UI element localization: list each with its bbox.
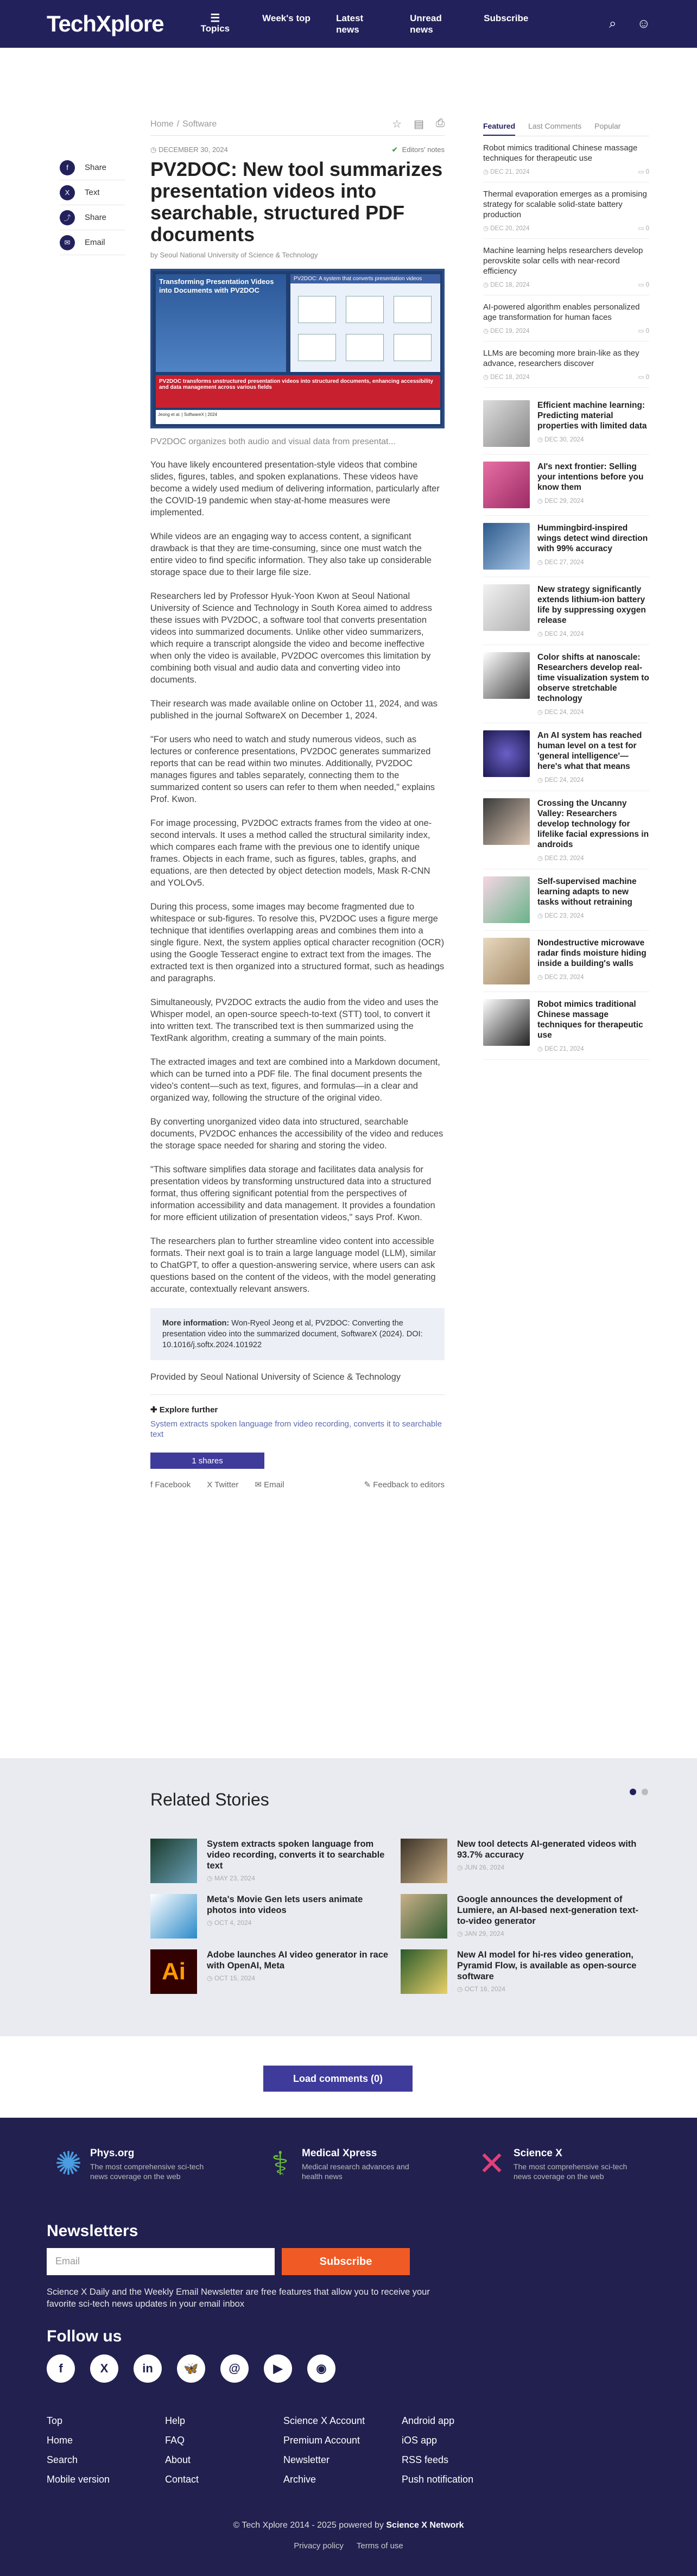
search-icon[interactable]: ⌕ bbox=[609, 16, 617, 31]
sidebar-story[interactable]: Hummingbird-inspired wings detect wind direction with 99% accuracy ◷ DEC 27, 2024 bbox=[483, 516, 649, 577]
article-title: PV2DOC: New tool summarizes presentation videos into searchable, structured PDF documents bbox=[150, 158, 443, 245]
sidebar-story[interactable]: Self-supervised machine learning adapts to new tasks without retraining ◷ DEC 23, 2024 bbox=[483, 869, 649, 931]
sidebar-story[interactable]: Nondestructive microwave radar finds moisture hiding inside a building's walls ◷ DEC 23, 2024 bbox=[483, 931, 649, 992]
share-icon: ⤴ bbox=[60, 210, 75, 225]
related-story[interactable]: Ai Adobe launches AI video generator in race with OpenAI, Meta ◷ OCT 15, 2024 bbox=[150, 1949, 389, 1994]
newsletter-note: Science X Daily and the Weekly Email Newsletter are free features that allow you to receive your favorite sci-tech news updates in your email inbox bbox=[47, 2287, 430, 2309]
carousel-dots[interactable] bbox=[630, 1789, 648, 1795]
footer-link[interactable]: Newsletter bbox=[283, 2454, 330, 2465]
pdf-icon[interactable]: ▤ bbox=[414, 118, 424, 130]
breadcrumb: Home / Software ☆ ▤ ⎙ bbox=[150, 117, 445, 136]
facebook-icon: f bbox=[60, 160, 75, 175]
sidebar-story[interactable]: Efficient machine learning: Predicting material properties with limited data ◷ DEC 30, 2024 bbox=[483, 393, 649, 454]
story-thumbnail bbox=[401, 1839, 447, 1883]
youtube-icon[interactable]: ▶ bbox=[264, 2354, 292, 2383]
breadcrumb-home[interactable]: Home bbox=[150, 119, 174, 129]
email-input[interactable]: Email bbox=[47, 2248, 275, 2275]
story-thumbnail bbox=[150, 1894, 197, 1939]
paragraph: By converting unorganized video data into structured, searchable documents, PV2DOC enhances the accessibility of the video and reduces the storage space needed for sharing and storing the video. bbox=[150, 1117, 443, 1151]
share-twitter-button[interactable]: X Twitter bbox=[207, 1480, 239, 1489]
paragraph: Researchers led by Professor Hyuk-Yoon Kwon at Seoul National University of Science and Technology in South Korea aimed to address these issues with PV2DOC, a software tool that converts presentation videos into summarized documents. Unlike other video summarizers, which require a transcript alongside the video and become ineffective when only the video is available, PV2DOC overcomes this limitation by combining both visual and audio data and converting video into documents. bbox=[150, 591, 432, 685]
story-thumbnail bbox=[483, 400, 530, 447]
sciencex-icon: ✕ bbox=[478, 2145, 506, 2182]
share-facebook[interactable]: f Share bbox=[60, 155, 125, 180]
story-thumbnail bbox=[401, 1894, 447, 1939]
terms-of-use-link[interactable]: Terms of use bbox=[356, 2541, 403, 2550]
related-story[interactable]: Meta's Movie Gen lets users animate photos into videos ◷ OCT 4, 2024 bbox=[150, 1894, 389, 1939]
article-body bbox=[150, 459, 445, 1295]
comment-count: ▭ 0 bbox=[638, 282, 649, 288]
related-heading: Related Stories bbox=[150, 1790, 269, 1809]
paragraph: The researchers plan to further streamline video content into accessible formats. Their next goal is to train a large language model (LLM), similar to ChatGPT, to offer a question-answering service, where users can ask questions based on the content of the videos, with the model generating accurate, contextually relevant answers. bbox=[150, 1236, 436, 1294]
article-date: ◷ DECEMBER 30, 2024 bbox=[150, 146, 228, 154]
tab-popular[interactable]: Popular bbox=[594, 122, 621, 130]
nav-weeks-top[interactable]: Week's top bbox=[262, 13, 311, 23]
featured-item[interactable]: Thermal evaporation emerges as a promising strategy for scalable solid-state battery production ◷ DEC 20, 2024 ▭ 0 bbox=[483, 182, 649, 239]
story-thumbnail bbox=[483, 584, 530, 631]
paragraph: Simultaneously, PV2DOC extracts the audio from the video and uses the Whisper model, an open-source speech-to-text (STT) tool, to convert it into written text. The transcribed text is then summarized using the TextRank algorithm, creating a summary of the main points. bbox=[150, 997, 439, 1043]
topics-label: Topics bbox=[200, 23, 230, 34]
paragraph: During this process, some images may become fragmented due to whitespace or sub-figures. To resolve this, PV2DOC uses a figure merge technique that identifies overlapping areas and combines them into a single figure. Next, the system applies optical character recognition (OCR) using the Google Tesseract engine to extract text from the images. The extracted text is then organized into a structured format, such as headings and paragraphs. bbox=[150, 902, 445, 983]
related-story[interactable]: Google announces the development of Lumiere, an AI-based next-generation text-to-video generator ◷ JAN 29, 2024 bbox=[401, 1894, 639, 1939]
nav-subscribe[interactable]: Subscribe bbox=[484, 13, 529, 23]
share-email-button[interactable]: ✉ Email bbox=[255, 1480, 284, 1489]
rss-icon[interactable]: ◉ bbox=[307, 2354, 335, 2383]
share-x[interactable]: X Text bbox=[60, 180, 125, 205]
menu-icon: ☰ bbox=[210, 12, 220, 24]
tab-last-comments[interactable]: Last Comments bbox=[528, 122, 582, 130]
story-thumbnail bbox=[483, 938, 530, 984]
related-stories bbox=[0, 1758, 697, 2036]
footer-link[interactable]: Help bbox=[165, 2415, 186, 2426]
story-thumbnail bbox=[483, 462, 530, 508]
bluesky-icon[interactable]: 🦋 bbox=[177, 2354, 205, 2383]
figure-left-panel: Transforming Presentation Videos into Documents with PV2DOC bbox=[156, 274, 286, 372]
check-icon: ✔ bbox=[391, 146, 398, 154]
physorg-icon: ✺ bbox=[54, 2145, 83, 2182]
x-icon: X bbox=[60, 185, 75, 200]
newsletters-heading: Newsletters bbox=[47, 2222, 138, 2240]
featured-item[interactable]: AI-powered algorithm enables personalized age transformation for human faces ◷ DEC 19, 2024 ▭ 0 bbox=[483, 295, 649, 342]
top-navbar bbox=[0, 0, 697, 48]
site-logo[interactable]: TechXplore bbox=[47, 11, 164, 36]
facebook-icon[interactable]: f bbox=[47, 2354, 75, 2383]
sidebar bbox=[483, 117, 649, 1060]
comment-count: ▭ 0 bbox=[638, 328, 649, 334]
privacy-policy-link[interactable]: Privacy policy bbox=[294, 2541, 344, 2550]
share-generic[interactable]: ⤴ Share bbox=[60, 205, 125, 230]
story-thumbnail bbox=[483, 730, 530, 777]
featured-item[interactable]: Machine learning helps researchers develop perovskite solar cells with near-record efficiency ◷ DEC 18, 2024 ▭ 0 bbox=[483, 239, 649, 295]
editors-notes[interactable]: ✔ Editors' notes bbox=[391, 146, 445, 154]
citation[interactable]: Won-Ryeol Jeong et al, PV2DOC: Converting the presentation video into the summarized document, SoftwareX (2024). DOI: 10.1016/j.softx.2024.101922 bbox=[162, 1319, 423, 1349]
share-facebook-button[interactable]: f Facebook bbox=[150, 1480, 191, 1489]
footer-link[interactable]: FAQ bbox=[165, 2435, 185, 2446]
threads-icon[interactable]: @ bbox=[220, 2354, 249, 2383]
featured-item[interactable]: LLMs are becoming more brain-like as they advance, researchers discover ◷ DEC 18, 2024 ▭ 0 bbox=[483, 342, 649, 388]
more-information: More information: Won-Ryeol Jeong et al, PV2DOC: Converting the presentation video into the summarized document, SoftwareX (2024). DOI: 10.1016/j.softx.2024.101922 bbox=[150, 1308, 445, 1360]
bookmark-icon[interactable]: ☆ bbox=[392, 118, 402, 130]
breadcrumb-software[interactable]: Software bbox=[182, 119, 217, 129]
user-icon[interactable]: ☺ bbox=[637, 16, 650, 31]
email-icon: ✉ bbox=[60, 235, 75, 250]
story-thumbnail bbox=[150, 1839, 197, 1883]
comment-count: ▭ 0 bbox=[638, 225, 649, 232]
figure-footnote: Jeong et al. | SoftwareX | 2024 bbox=[156, 410, 440, 424]
related-story[interactable]: System extracts spoken language from video recording, converts it to searchable text ◷ MAY 23, 2024 bbox=[150, 1839, 389, 1883]
footer-link[interactable]: RSS feeds bbox=[402, 2454, 449, 2465]
figure-banner: PV2DOC transforms unstructured presentation videos into structured documents, enhancing accessibility and data management across various fields bbox=[156, 375, 440, 408]
provided-by: Provided by Seoul National University of Science & Technology bbox=[150, 1372, 445, 1395]
related-story[interactable]: New AI model for hi-res video generation, Pyramid Flow, is available as open-source software ◷ OCT 16, 2024 bbox=[401, 1949, 639, 1994]
sidebar-story[interactable]: An AI system has reached human level on a test for 'general intelligence'—here's what that means ◷ DEC 24, 2024 bbox=[483, 723, 649, 791]
share-email[interactable]: ✉ Email bbox=[60, 230, 125, 255]
adobe-logo: Ai bbox=[150, 1949, 197, 1994]
story-thumbnail bbox=[483, 999, 530, 1046]
topics-menu[interactable] bbox=[201, 14, 230, 34]
tab-featured[interactable]: Featured bbox=[483, 117, 515, 136]
explore-further-link[interactable]: System extracts spoken language from video recording, converts it to searchable text bbox=[150, 1419, 442, 1439]
article-figure[interactable] bbox=[150, 269, 445, 428]
linkedin-icon[interactable]: in bbox=[134, 2354, 162, 2383]
paragraph: "For users who need to watch and study numerous videos, such as lectures or conference presentations, PV2DOC generates summarized reports that can be read within two minutes. Additionally, PV2DOC manages figures and tables separately, connecting them to the summarized content so users can refer to them when needed," explains Prof. Kwon. bbox=[150, 735, 435, 804]
sidebar-story[interactable]: New strategy significantly extends lithium-ion battery life by suppressing oxygen release ◷ DEC 24, 2024 bbox=[483, 577, 649, 645]
story-thumbnail bbox=[401, 1949, 447, 1994]
follow-us-heading: Follow us bbox=[47, 2327, 122, 2345]
comment-count: ▭ 0 bbox=[638, 169, 649, 175]
paragraph: For image processing, PV2DOC extracts frames from the video at one-second intervals. It uses a method called the structural similarity index, which compares each frame with the previous one to identify unique frames. Objects in each frame, such as figures, tables, graphs, and equations, are then detected by object detection models, Mask R-CNN and YOLOv5. bbox=[150, 818, 432, 888]
related-story[interactable]: New tool detects AI-generated videos with 93.7% accuracy ◷ JUN 26, 2024 bbox=[401, 1839, 639, 1883]
footer-link[interactable]: Push notification bbox=[402, 2474, 474, 2485]
story-thumbnail bbox=[483, 798, 530, 845]
paragraph: "This software simplifies data storage and facilitates data analysis for presentation videos by transforming unstructured data into a structured format, thus offering significant potential from the perspectives of information accessibility and data management. It provides a foundation for more efficient utilization of presentation videos," says Prof. Kwon. bbox=[150, 1165, 435, 1222]
byline: by Seoul National University of Science & Technology bbox=[150, 251, 318, 259]
featured-item[interactable]: Robot mimics traditional Chinese massage techniques for therapeutic use ◷ DEC 21, 2024 ▭ 0 bbox=[483, 136, 649, 182]
footer-link[interactable]: Home bbox=[47, 2435, 73, 2446]
figure-caption[interactable]: PV2DOC organizes both audio and visual data from presentat... bbox=[150, 437, 396, 446]
science-x-network-link[interactable]: Science X Network bbox=[386, 2521, 464, 2530]
story-thumbnail bbox=[483, 652, 530, 699]
footer-link[interactable]: Search bbox=[47, 2454, 78, 2465]
paragraph: The extracted images and text are combined into a Markdown document, which can be turned into a PDF file. The final document presents the video's content—such as text, figures, and formulas—in a clear and organized way, following the structure of the original video. bbox=[150, 1057, 440, 1103]
site-sciencex[interactable]: ✕ Science X The most comprehensive sci-tech news coverage on the web bbox=[470, 2142, 638, 2186]
footer-link[interactable]: Top bbox=[47, 2415, 63, 2426]
shares-count: 1 shares bbox=[150, 1453, 264, 1469]
footer-link[interactable]: Contact bbox=[165, 2474, 199, 2485]
article bbox=[150, 117, 445, 1489]
sidebar-story[interactable]: Robot mimics traditional Chinese massage techniques for therapeutic use ◷ DEC 21, 2024 bbox=[483, 992, 649, 1060]
subscribe-button[interactable]: Subscribe bbox=[282, 2248, 410, 2275]
sidebar-story[interactable]: AI's next frontier: Selling your intentions before you know them ◷ DEC 29, 2024 bbox=[483, 454, 649, 516]
site-medicalxpress[interactable]: ⚕ Medical Xpress Medical research advances and health news bbox=[258, 2142, 427, 2186]
paragraph: Their research was made available online on October 11, 2024, and was published in the journal SoftwareX on December 1, 2024. bbox=[150, 699, 438, 721]
footer-link[interactable]: Android app bbox=[402, 2415, 455, 2426]
explore-further-heading: ✚ Explore further bbox=[150, 1405, 218, 1415]
copyright: © Tech Xplore 2014 - 2025 powered by Science X Network bbox=[233, 2521, 464, 2530]
print-icon[interactable]: ⎙ bbox=[436, 117, 445, 129]
footer-link[interactable]: Archive bbox=[283, 2474, 316, 2485]
feedback-button[interactable]: ✎ Feedback to editors bbox=[364, 1480, 445, 1489]
footer-link[interactable]: About bbox=[165, 2454, 191, 2465]
nav-latest-news[interactable]: Latest news bbox=[336, 13, 364, 35]
sidebar-story[interactable]: Crossing the Uncanny Valley: Researchers develop technology for lifelike facial expressions in androids ◷ DEC 23, 2024 bbox=[483, 791, 649, 869]
footer-link[interactable]: iOS app bbox=[402, 2435, 438, 2446]
sidebar-story[interactable]: Color shifts at nanoscale: Researchers develop real-time visualization system to observe stretchable technology ◷ DEC 24, 2024 bbox=[483, 645, 649, 723]
figure-right-panel: PV2DOC: A system that converts presentation videos bbox=[290, 274, 440, 372]
footer bbox=[0, 2118, 697, 2576]
medicalxpress-icon: ⚕ bbox=[271, 2145, 289, 2182]
paragraph: While videos are an engaging way to access content, a significant drawback is that they are time-consuming, since one must watch the entire video to find specific information. They also take up considerable storage space due to their large file size. bbox=[150, 532, 432, 577]
load-comments-button[interactable]: Load comments (0) bbox=[263, 2066, 413, 2092]
story-thumbnail bbox=[483, 876, 530, 923]
paragraph: You have likely encountered presentation-style videos that combine slides, figures, tables, and spoken explanations. These videos have become a widely used medium of delivering information, particularly after the COVID-19 pandemic when stay-at-home measures were implemented. bbox=[150, 460, 440, 517]
share-sidebar bbox=[60, 155, 125, 255]
footer-link[interactable]: Premium Account bbox=[283, 2435, 360, 2446]
nav-unread-news[interactable]: Unread news bbox=[410, 13, 442, 35]
footer-link[interactable]: Mobile version bbox=[47, 2474, 110, 2485]
footer-link[interactable]: Science X Account bbox=[283, 2415, 365, 2426]
story-thumbnail bbox=[483, 523, 530, 570]
site-physorg[interactable]: ✺ Phys.org The most comprehensive sci-tech news coverage on the web bbox=[47, 2142, 215, 2186]
x-icon[interactable]: X bbox=[90, 2354, 118, 2383]
comment-count: ▭ 0 bbox=[638, 374, 649, 381]
